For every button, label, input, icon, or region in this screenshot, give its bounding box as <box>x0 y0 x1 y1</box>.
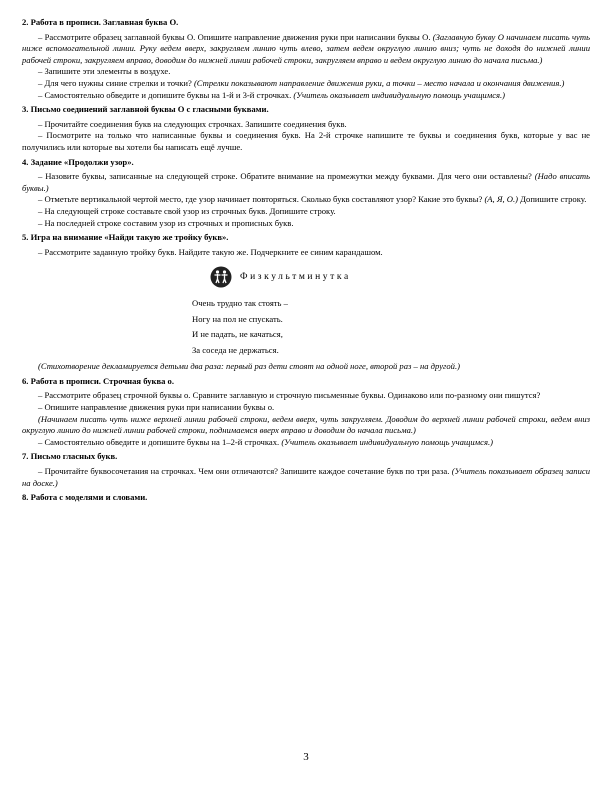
paragraph-air-writing: – Запишите эти элементы в воздухе. <box>38 66 171 77</box>
section-heading-3: 3. Письмо соединений заглавной буквы О с гласными буквами. <box>22 104 269 115</box>
exercising-people-icon <box>210 266 232 288</box>
poem <box>192 296 590 358</box>
paragraph-vowel-combos: – Прочитайте буквосочетания на строчках. Чем они отличаются? Запишите каждое сочетание букв по три раза. (Учитель показывает образец записи на доске.) <box>22 466 590 488</box>
poem-line: Очень трудно так стоять – <box>192 298 288 309</box>
paragraph-name-letters: – Назовите буквы, записанные на следующей строке. Обратите внимание на промежутки между буквами. Для чего они оставлены? (Надо вписать буквы.) <box>22 171 590 193</box>
section-heading-8: 8. Работа с моделями и словами. <box>22 492 148 503</box>
paragraph-self-trace-small: – Самостоятельно обведите и допишите буквы на 1–2-й строчках. (Учитель оказывает индивидуальную помощь учащимся.) <box>38 436 493 447</box>
paragraph-own-pattern: – На следующей строке составьте свой узор из строчных букв. Допишите строку. <box>38 205 336 216</box>
section-heading-6: 6. Работа в прописи. Строчная буква о. <box>22 375 174 386</box>
paragraph-describe-motion: – Опишите направление движения руки при написании буквы о. <box>38 402 275 413</box>
fizkultminutka-title: Физкультминутка <box>240 272 351 283</box>
paragraph-last-pattern: – На последней строке составим узор из строчных и прописных букв. <box>38 217 294 228</box>
paragraph-compare-letters: – Рассмотрите образец строчной буквы о. Сравните заглавную и строчную письменные буквы. Одинаково или по-разному они пишутся? <box>38 390 541 401</box>
page-number: 3 <box>303 751 309 763</box>
poem-line: И не падать, не качаться, <box>192 329 283 340</box>
paragraph-letter-O-description: – Рассмотрите образец заглавной буквы О. Опишите направление движения руки при написании буквы О. (Заглавную букву О начинаем писать чуть ниже вспомогательной линии. Руку ведем вверх, закругляем линию чуть влево, затем ведем округлую линию вниз; чуть не доходя до нижней линии рабочей строки, закругляем вправо, доводим до нижней линии рабочей строки, закругляем вправо и ведем округлую линию до начала письма.) <box>22 31 590 65</box>
paragraph-poem-note: (Стихотворение декламируется детьми два раза: первый раз дети стоят на одной ноге, второй раз – на другой.) <box>38 361 460 372</box>
fizkultminutka-block <box>210 266 590 288</box>
section-heading-5: 5. Игра на внимание «Найди такую же тройку букв». <box>22 232 229 243</box>
paragraph-find-triple: – Рассмотрите заданную тройку букв. Найдите такую же. Подчеркните ее синим карандашом. <box>38 246 383 257</box>
poem-line: За соседа не держаться. <box>192 344 279 355</box>
section-heading-7: 7. Письмо гласных букв. <box>22 451 118 462</box>
paragraph-read-joins: – Прочитайте соединения букв на следующих строчках. Запишите соединения букв. <box>38 118 347 129</box>
section-heading-2: 2. Работа в прописи. Заглавная буква О. <box>22 17 179 27</box>
paragraph-motion-answer: (Начинаем писать чуть ниже верхней линии рабочей строки, ведем вверх, чуть закругляем. Доводим до верхней линии рабочей строки, ведем вниз округлую линию до нижней линии рабочей строки, поднимаемся вверх вправо и доводим до начала письма.) <box>22 413 590 436</box>
paragraph-self-trace: – Самостоятельно обведите и допишите буквы на 1-й и 3-й строчках. (Учитель оказывает индивидуальную помощь учащимся.) <box>38 89 506 100</box>
paragraph-review-joins: – Посмотрите на только что написанные буквы и соединения букв. На 2-й строчке напишите те буквы и соединения букв, которые у вас не получились или которые вы хотели бы написать ещё лучше. <box>22 130 590 152</box>
paragraph-pattern-repeat: – Отметьте вертикальной чертой место, где узор начинает повторяться. Сколько букв составляют узор? Какие это буквы? (А, Я, О.) Допишите строку. <box>38 194 587 205</box>
paragraph-arrows-question: – Для чего нужны синие стрелки и точки? (Стрелки показывают направление движения руки, а точки – место начала и окончания движения.) <box>38 77 565 88</box>
poem-line: Ногу на пол не спускать. <box>192 313 283 324</box>
section-heading-4: 4. Задание «Продолжи узор». <box>22 156 134 167</box>
